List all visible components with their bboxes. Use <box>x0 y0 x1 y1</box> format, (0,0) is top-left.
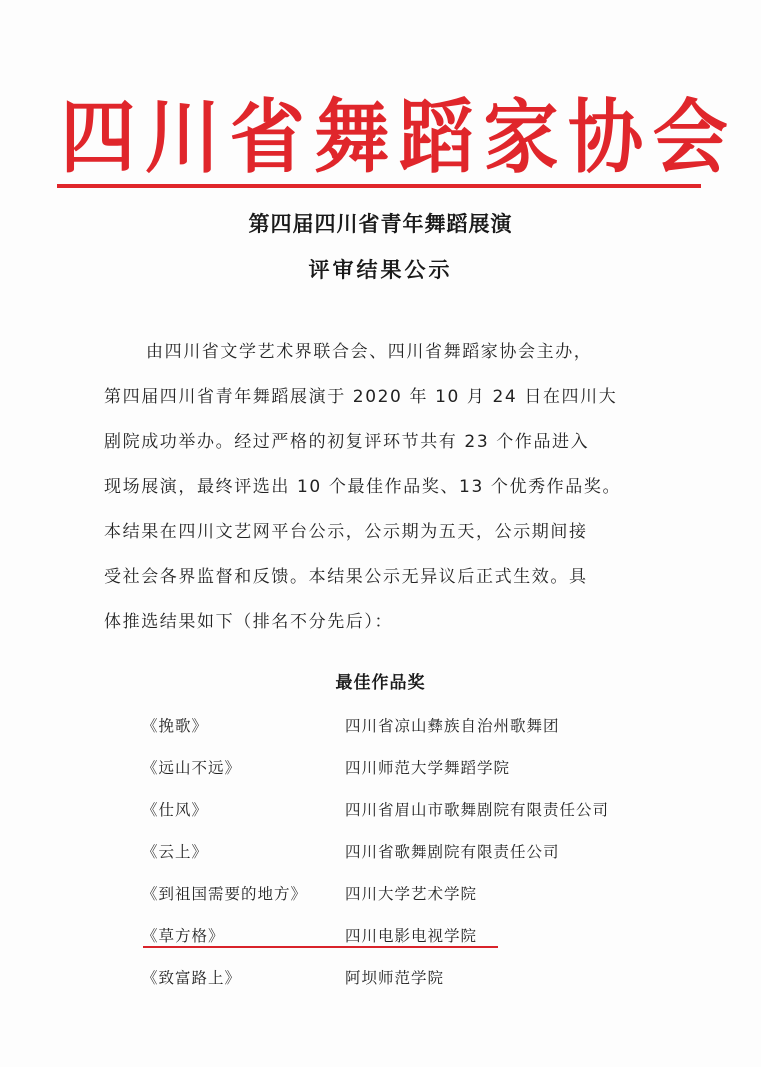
body-line: 现场展演，最终评选出 10 个最佳作品奖、13 个优秀作品奖。 <box>104 477 622 497</box>
award-item <box>142 705 682 747</box>
award-organization: 四川省歌舞剧院有限责任公司 <box>345 843 560 861</box>
letterhead-red-rule <box>57 184 701 188</box>
award-work-title: 《云上》 <box>142 843 209 861</box>
award-organization: 四川省凉山彝族自治州歌舞团 <box>345 717 560 735</box>
award-item <box>142 831 682 873</box>
award-organization: 四川大学艺术学院 <box>345 885 478 903</box>
award-item <box>142 789 682 831</box>
red-underline-annotation <box>143 946 498 948</box>
award-item <box>142 873 682 915</box>
document-subtitle: 评审结果公示 <box>308 258 453 282</box>
award-section-heading: 最佳作品奖 <box>335 673 426 693</box>
letterhead-org-name: 四川省舞蹈家协会 <box>60 90 738 184</box>
announcement-body <box>104 330 684 645</box>
award-work-title: 《远山不远》 <box>142 759 242 777</box>
award-organization: 四川师范大学舞蹈学院 <box>345 759 511 777</box>
award-item-highlighted <box>142 915 682 957</box>
award-organization: 四川电影电视学院 <box>345 927 478 945</box>
award-work-title: 《仕风》 <box>142 801 209 819</box>
body-line: 本结果在四川文艺网平台公示，公示期为五天，公示期间接 <box>104 522 588 542</box>
document-title: 第四届四川省青年舞蹈展演 <box>248 212 513 236</box>
award-list <box>142 705 682 999</box>
body-line: 受社会各界监督和反馈。本结果公示无异议后正式生效。具 <box>104 567 588 587</box>
body-line: 由四川省文学艺术界联合会、四川省舞蹈家协会主办， <box>146 342 593 362</box>
award-work-title: 《致富路上》 <box>142 969 242 987</box>
award-organization: 四川省眉山市歌舞剧院有限责任公司 <box>345 801 610 819</box>
award-item <box>142 747 682 789</box>
award-item <box>142 957 682 999</box>
award-organization: 阿坝师范学院 <box>345 969 445 987</box>
award-work-title: 《到祖国需要的地方》 <box>142 885 308 903</box>
body-line: 体推选结果如下（排名不分先后）： <box>104 612 394 632</box>
body-line: 剧院成功举办。经过严格的初复评环节共有 23 个作品进入 <box>104 432 590 452</box>
award-work-title: 《挽歌》 <box>142 717 209 735</box>
award-work-title: 《草方格》 <box>142 927 225 945</box>
body-line: 第四届四川省青年舞蹈展演于 2020 年 10 月 24 日在四川大 <box>104 387 618 407</box>
